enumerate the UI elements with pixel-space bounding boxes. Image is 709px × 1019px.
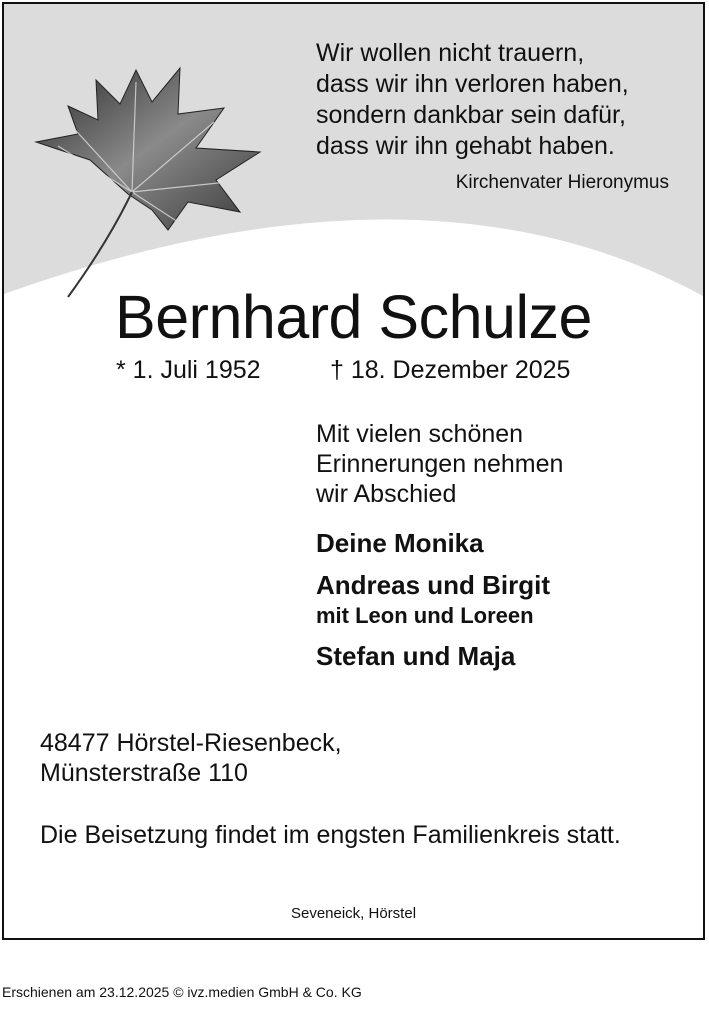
publication-footer: Erschienen am 23.12.2025 © ivz.medien GmbH & Co. KG <box>2 984 362 1000</box>
birth-date: * 1. Juli 1952 <box>116 356 261 384</box>
burial-note: Die Beisetzung findet im engsten Familienkreis statt. <box>40 821 621 849</box>
quote-author: Kirchenvater Hieronymus <box>455 172 669 193</box>
address-line: 48477 Hörstel-Riesenbeck, <box>40 729 342 757</box>
farewell-text <box>316 419 563 509</box>
family-member: Stefan und Maja <box>316 641 516 671</box>
obituary-frame <box>2 2 705 940</box>
family-member: Deine Monika <box>316 528 484 558</box>
farewell-line: Erinnerungen nehmen <box>316 450 564 478</box>
quote-line: sondern dankbar sein dafür, <box>316 101 626 129</box>
farewell-line: wir Abschied <box>316 480 457 508</box>
undertaker: Seveneick, Hörstel <box>290 905 417 922</box>
deceased-name: Bernhard Schulze <box>115 283 592 351</box>
family-member: Andreas und Birgit <box>316 570 551 600</box>
farewell-line: Mit vielen schönen <box>316 420 524 448</box>
maple-leaf-icon <box>28 62 273 302</box>
death-date: † 18. Dezember 2025 <box>330 356 571 384</box>
quote-line: dass wir ihn gehabt haben. <box>316 132 615 160</box>
quote-line: Wir wollen nicht trauern, <box>316 39 585 67</box>
family-member: mit Leon und Loreen <box>316 603 534 628</box>
quote-block <box>316 38 629 162</box>
address <box>40 728 342 788</box>
quote-line: dass wir ihn verloren haben, <box>316 70 629 98</box>
address-line: Münsterstraße 110 <box>40 759 248 787</box>
